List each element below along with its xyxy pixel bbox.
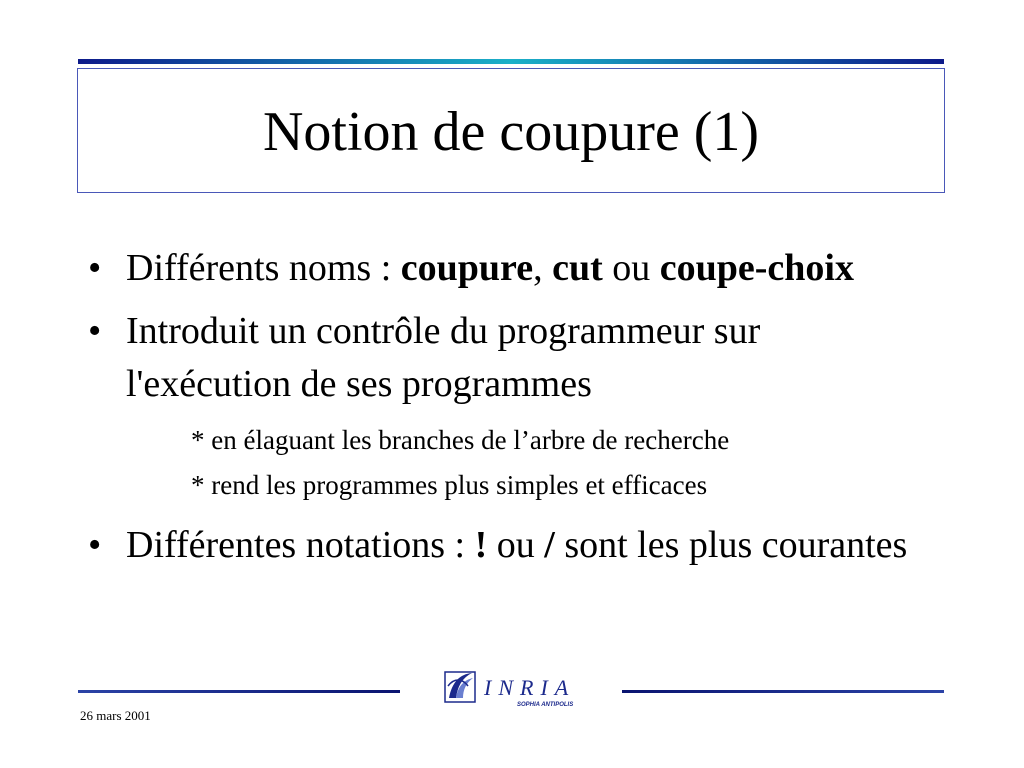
bullet-item-notations: • Différentes notations : ! ou / sont les plus courantes [88, 519, 918, 572]
bullet-marker: • [88, 310, 102, 352]
title-top-rule [78, 59, 944, 64]
footer-date: 26 mars 2001 [80, 708, 151, 723]
title-box [77, 68, 945, 193]
footer-rule-left [78, 690, 400, 693]
bullet-marker: • [88, 524, 102, 566]
bullet-item-names: • Différents noms : coupure, cut ou coupe-choix [88, 242, 918, 295]
footer-rule-right [622, 690, 944, 693]
sub-item-simpler: * rend les programmes plus simples et efficaces [191, 470, 708, 500]
slide-title: Notion de coupure (1) [262, 100, 760, 163]
inria-swirl-icon [445, 672, 475, 702]
logo-text: INRIA [484, 675, 576, 700]
bullet-item-control: • Introduit un contrôle du programmeur sur l'exécution de ses programmes [88, 305, 918, 411]
inria-logo [444, 664, 600, 712]
bullet-marker: • [88, 247, 102, 289]
slide-content [88, 242, 918, 582]
sub-item-pruning: * en élaguant les branches de l’arbre de recherche [191, 425, 730, 455]
logo-subtext: SOPHIA ANTIPOLIS [517, 702, 574, 708]
